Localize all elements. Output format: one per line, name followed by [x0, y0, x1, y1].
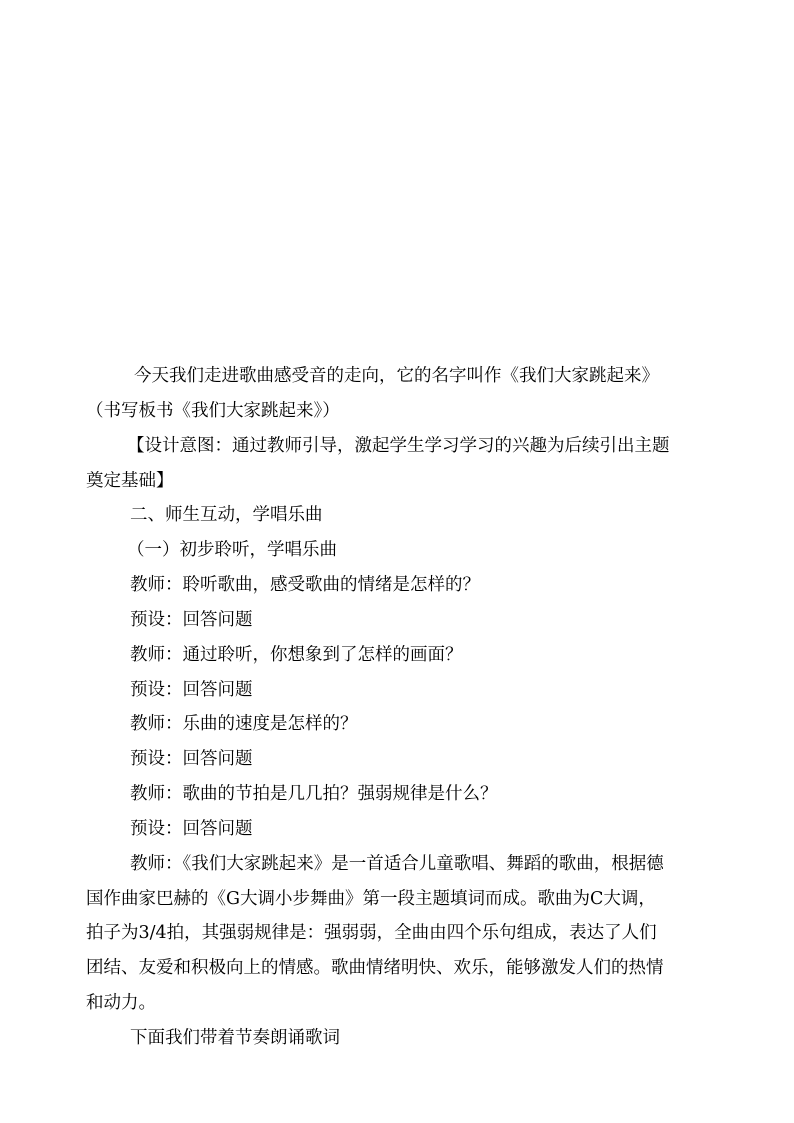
teacher-question-3: 教师：乐曲的速度是怎样的？: [130, 714, 358, 734]
teacher-question-1: 教师：聆听歌曲，感受歌曲的情绪是怎样的？: [130, 575, 480, 595]
paragraph-intro-line-1: 今天我们走进歌曲感受音的走向，它的名字叫作《我们大家跳起来》: [134, 366, 659, 386]
preset-answer-4: 预设：回答问题: [130, 819, 253, 839]
preset-answer-3: 预设：回答问题: [130, 749, 253, 769]
teacher-explanation-line-2: 国作曲家巴赫的《G大调小步舞曲》第一段主题填词而成。歌曲为C大调，: [86, 889, 656, 909]
design-intent-line-2: 奠定基础】: [86, 471, 174, 491]
preset-answer-2: 预设：回答问题: [130, 680, 253, 700]
design-intent-line-1: 【设计意图：通过教师引导，激起学生学习学习的兴趣为后续引出主题: [127, 436, 670, 456]
teacher-explanation-line-5: 和动力。: [86, 993, 156, 1013]
preset-answer-1: 预设：回答问题: [130, 610, 253, 630]
teacher-explanation-line-4: 团结、友爱和积极向上的情感。歌曲情绪明快、欢乐，能够激发人们的热情: [86, 958, 664, 978]
teacher-explanation-line-3: 拍子为3/4拍，其强弱规律是：强弱弱，全曲由四个乐句组成，表达了人们: [86, 923, 657, 943]
teacher-question-4: 教师：歌曲的节拍是几几拍？强弱规律是什么？: [130, 784, 498, 804]
paragraph-intro-line-2: （书写板书《我们大家跳起来》）: [86, 401, 340, 421]
subsection-heading: （一）初步聆听，学唱乐曲: [127, 540, 337, 560]
teacher-question-2: 教师：通过聆听，你想象到了怎样的画面？: [130, 645, 463, 665]
section-heading: 二、师生互动，学唱乐曲: [130, 505, 323, 525]
lyrics-recitation-line: 下面我们带着节奏朗诵歌词: [130, 1028, 340, 1048]
teacher-explanation-line-1: 教师：《我们大家跳起来》是一首适合儿童歌唱、舞蹈的歌曲，根据德: [130, 854, 664, 874]
